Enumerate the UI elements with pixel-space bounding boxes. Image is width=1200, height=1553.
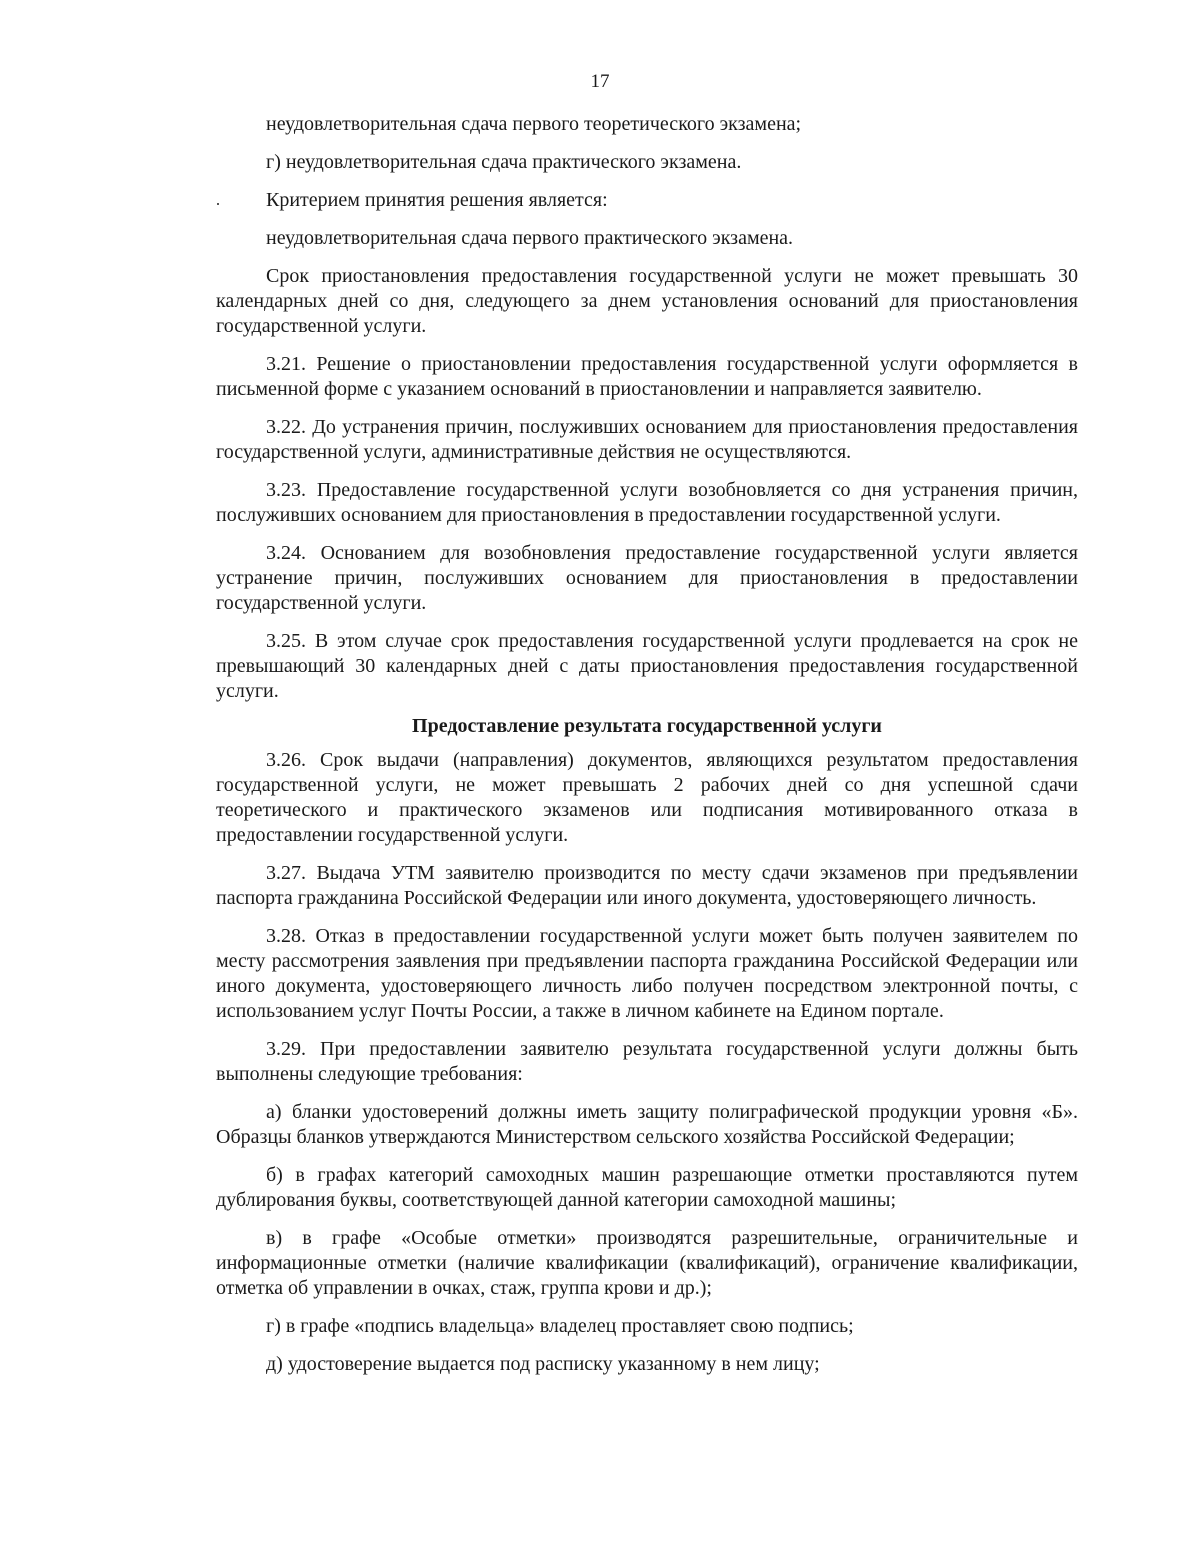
document-body bbox=[216, 112, 1078, 1390]
list-item: д) удостоверение выдается под расписку указанному в нем лицу; bbox=[266, 1353, 820, 1375]
list-item: г) в графе «подпись владельца» владелец проставляет свою подпись; bbox=[266, 1315, 854, 1337]
paragraph: 3.22. До устранения причин, послуживших основанием для приостановления предоставления государственной услуги, административные действия не осуществляются. bbox=[216, 416, 1078, 463]
paragraph: Критерием принятия решения является: bbox=[266, 189, 608, 211]
paragraph: 3.27. Выдача УТМ заявителю производится по месту сдачи экзаменов при предъявлении паспорта гражданина Российской Федерации или иного документа, удостоверяющего личность. bbox=[216, 862, 1078, 909]
page-number: 17 bbox=[590, 71, 610, 92]
paragraph: 3.25. В этом случае срок предоставления государственной услуги продлевается на срок не превышающий 30 календарных дней с даты приостановления предоставления государственной услуги. bbox=[216, 630, 1078, 702]
paragraph: 3.26. Срок выдачи (направления) документов, являющихся результатом предоставления государственной услуги, не может превышать 2 рабочих дней со дня успешной сдачи теоретического и практического экзаменов или подписания мотивированного отказа в предоставлении государственной услуги. bbox=[216, 749, 1078, 846]
section-heading: Предоставление результата государственной услуги bbox=[412, 715, 882, 737]
paragraph: 3.29. При предоставлении заявителю результата государственной услуги должны быть выполнены следующие требования: bbox=[216, 1038, 1078, 1085]
list-item: а) бланки удостоверений должны иметь защиту полиграфической продукции уровня «Б». Образцы бланков утверждаются Министерством сельского хозяйства Российской Федерации; bbox=[216, 1101, 1078, 1148]
paragraph: неудовлетворительная сдача первого теоретического экзамена; bbox=[266, 113, 802, 135]
paragraph: 3.24. Основанием для возобновления предоставление государственной услуги является устранение причин, послуживших основанием для приостановления в предоставлении государственной услуги. bbox=[216, 542, 1078, 614]
paragraph: 3.28. Отказ в предоставлении государственной услуги может быть получен заявителем по месту рассмотрения заявления при предъявлении паспорта гражданина Российской Федерации или иного документа, удостоверяющего личность либо получен посредством электронной почты, с использованием услуг Почты России, а также в личном кабинете на Едином портале. bbox=[216, 925, 1078, 1022]
paragraph: неудовлетворительная сдача первого практического экзамена. bbox=[266, 227, 794, 249]
paragraph: г) неудовлетворительная сдача практического экзамена. bbox=[266, 151, 742, 173]
list-item: б) в графах категорий самоходных машин разрешающие отметки проставляются путем дублирования буквы, соответствующей данной категории самоходной машины; bbox=[216, 1164, 1078, 1211]
paragraph: 3.23. Предоставление государственной услуги возобновляется со дня устранения причин, послуживших основанием для приостановления в предоставлении государственной услуги. bbox=[216, 479, 1078, 526]
paragraph: Срок приостановления предоставления государственной услуги не может превышать 30 календарных дней со дня, следующего за днем установления оснований для приостановления государственной услуги. bbox=[216, 265, 1078, 337]
paragraph: 3.21. Решение о приостановлении предоставления государственной услуги оформляется в письменной форме с указанием оснований в приостановлении и направляется заявителю. bbox=[216, 353, 1078, 400]
list-item: в) в графе «Особые отметки» производятся разрешительные, ограничительные и информационные отметки (наличие квалификации (квалификаций), ограничение квалификации, отметка об управлении в очках, стаж, группа крови и др.); bbox=[216, 1227, 1078, 1299]
